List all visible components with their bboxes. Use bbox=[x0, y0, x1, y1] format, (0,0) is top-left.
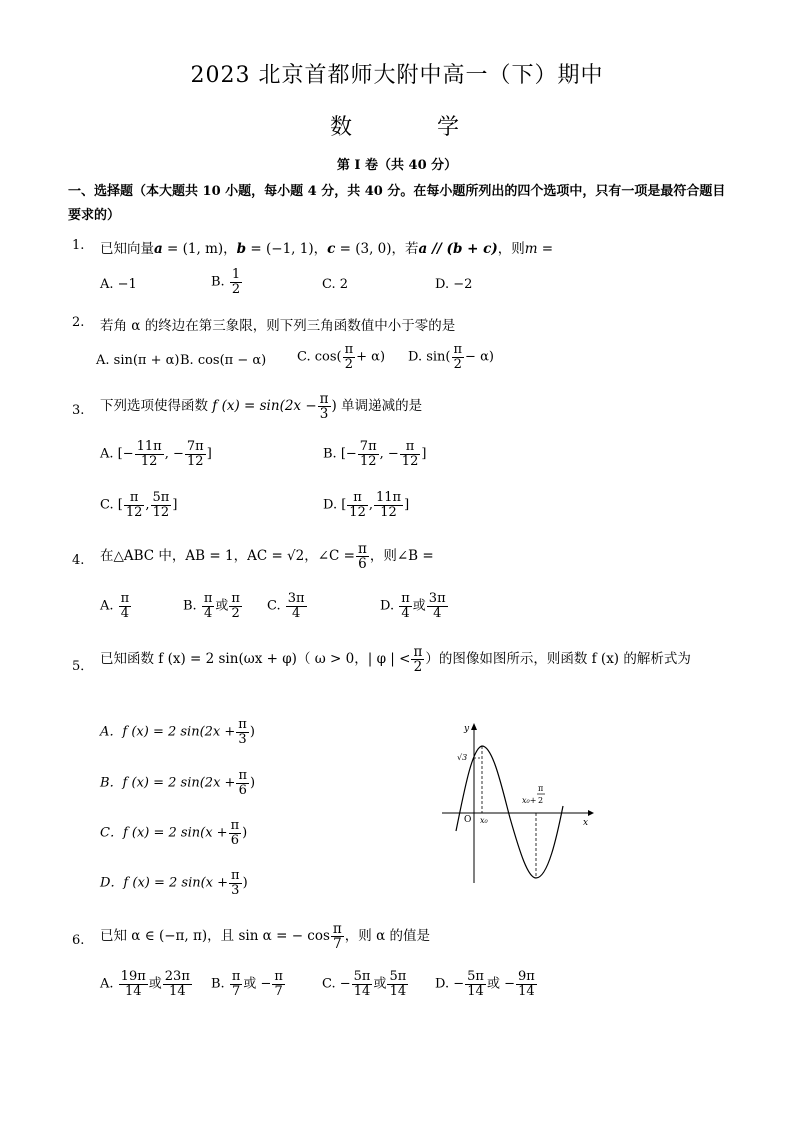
q4-number: 4. bbox=[72, 553, 85, 568]
q4-frac bbox=[356, 542, 369, 571]
q2-stem: 若角 α 的终边在第三象限，则下列三角函数值中小于零的是 bbox=[100, 318, 456, 334]
q4-num: π bbox=[357, 541, 367, 557]
q1-parallel: a // (b + c) bbox=[418, 241, 498, 257]
q6-num: π bbox=[332, 921, 342, 937]
q6-d-n1: 5π bbox=[467, 969, 484, 984]
q4-c-frac bbox=[286, 592, 307, 620]
sqrt3-label: √3 bbox=[457, 753, 468, 762]
q6-b-d2: 7 bbox=[274, 983, 283, 999]
q5-number: 5． bbox=[72, 659, 94, 674]
q5-b-den: 6 bbox=[238, 782, 247, 798]
q3-c-pre: C. [ bbox=[100, 497, 123, 513]
q1-pre: 已知向量 bbox=[100, 241, 154, 257]
q5-c-frac bbox=[229, 819, 242, 847]
q5-option-b bbox=[100, 769, 255, 797]
q6-b-frac1 bbox=[230, 970, 243, 998]
q1-option-c: C. 2 bbox=[322, 277, 349, 292]
q2-c-post: + α) bbox=[356, 349, 386, 365]
q3-a-d1: 12 bbox=[140, 453, 158, 469]
q2-d-num: π bbox=[453, 342, 463, 357]
q5-a-end: ) bbox=[249, 724, 255, 740]
q4-b-or: 或 bbox=[215, 598, 229, 614]
q3-d-d2: 12 bbox=[380, 504, 397, 520]
q6-d-label: D. − bbox=[435, 976, 465, 992]
q4-a-label: A. bbox=[100, 598, 114, 614]
q4-a-den: 4 bbox=[120, 605, 130, 621]
q3-a-n2: 7π bbox=[186, 439, 204, 454]
q5-a-num: π bbox=[238, 717, 247, 732]
q6-d-or: 或 − bbox=[486, 976, 515, 992]
q4-text1: 在△ABC 中，AB = 1，AC = √2，∠C = bbox=[100, 548, 355, 565]
q3-a-pre: A. [− bbox=[100, 446, 134, 462]
q5-c-end: ) bbox=[242, 825, 248, 841]
q1-vec-c-val: = (3, 0) bbox=[335, 241, 392, 257]
q5-b-num: π bbox=[238, 768, 247, 783]
q3-c-frac1 bbox=[124, 491, 145, 519]
q3-b-frac2 bbox=[400, 440, 421, 468]
q3-d-end: ] bbox=[404, 497, 410, 513]
q1-post: ，则 bbox=[497, 241, 525, 257]
q4-c-den: 4 bbox=[292, 605, 301, 621]
q5-a-pre: A．f (x) = 2 sin(2x + bbox=[100, 724, 236, 740]
y-axis-arrow bbox=[471, 723, 477, 730]
q5-d-pre: D．f (x) = 2 sin(x + bbox=[100, 875, 229, 891]
q3-a-frac2 bbox=[185, 440, 206, 468]
q4-c-label: C. bbox=[267, 598, 281, 614]
q5-b-end: ) bbox=[249, 775, 256, 791]
q6-pre: 已知 α ∈ (−π, π)，且 sin α = − cos bbox=[100, 928, 330, 945]
q6-c-n2: 5π bbox=[389, 969, 407, 984]
volume-heading: 第 I 卷（共 40 分） bbox=[336, 158, 458, 173]
q4-d-n2: 3π bbox=[428, 591, 446, 606]
q1-vec-a-val: = (1, m) bbox=[162, 241, 224, 257]
q3-d-n1: π bbox=[347, 491, 368, 506]
q2-d-post: − α) bbox=[465, 349, 494, 365]
q1-option-d: D. −2 bbox=[435, 277, 473, 292]
q5-option-a bbox=[100, 718, 255, 746]
sine-curve bbox=[456, 746, 563, 878]
q1-option-a: A. −1 bbox=[100, 277, 137, 292]
q6-a-or: 或 bbox=[148, 976, 162, 992]
q3-b-n1: 7π bbox=[359, 439, 377, 454]
q5-d-frac bbox=[229, 869, 242, 897]
q5-sine-graph bbox=[440, 718, 600, 886]
q3-d-frac2 bbox=[374, 491, 403, 519]
exam-title: 2023 北京首都师大附中高一（下）期中 bbox=[190, 63, 604, 88]
q4-a-frac bbox=[119, 592, 132, 620]
q3-d-mid: , bbox=[368, 497, 373, 513]
q5-a-frac bbox=[236, 718, 249, 746]
q1-m: m = bbox=[524, 241, 554, 257]
q4-b-n2: π bbox=[231, 591, 240, 606]
q5-option-d bbox=[100, 869, 248, 897]
q6-option-d bbox=[435, 970, 538, 998]
q6-b-frac2 bbox=[272, 970, 285, 998]
q2-d-den: 2 bbox=[453, 356, 462, 372]
q1-vec-b-val: = (−1, 1) bbox=[246, 241, 314, 257]
q5-pre: 已知函数 f (x) = 2 sin(ωx + φ)（ ω > 0，| φ | < bbox=[100, 651, 411, 668]
q3-a-d2: 12 bbox=[187, 453, 204, 469]
q3-stem bbox=[100, 392, 422, 421]
x-axis-arrow bbox=[588, 810, 594, 816]
q3-option-c bbox=[100, 491, 177, 519]
q6-b-n2: π bbox=[274, 969, 283, 984]
q6-c-frac1 bbox=[352, 970, 373, 998]
q5-den: 2 bbox=[413, 659, 423, 676]
q5-num: π bbox=[413, 644, 423, 660]
q5-b-frac bbox=[236, 769, 249, 797]
q6-b-n1: π bbox=[231, 969, 241, 984]
q3-option-b bbox=[323, 440, 426, 468]
q6-c-n1: 5π bbox=[353, 969, 371, 984]
q3-post: ) 单调递减的是 bbox=[331, 398, 423, 415]
q3-num: π bbox=[319, 391, 329, 407]
q6-a-n2: 23π bbox=[164, 969, 190, 984]
q1-option-b bbox=[211, 268, 243, 296]
x0-label: x₀ bbox=[480, 816, 488, 825]
q3-b-end: ] bbox=[421, 446, 427, 462]
q5-post: ）的图像如图所示，则函数 f (x) 的解析式为 bbox=[425, 651, 691, 668]
q3-b-d2: 12 bbox=[401, 453, 419, 469]
q1-b-frac bbox=[230, 268, 242, 296]
q2-number: 2. bbox=[72, 315, 85, 330]
q4-d-d1: 4 bbox=[401, 605, 410, 621]
q6-a-d1: 14 bbox=[124, 983, 142, 999]
q4-b-n1: π bbox=[203, 591, 213, 606]
q4-b-d2: 2 bbox=[231, 605, 240, 621]
q5-c-pre: C．f (x) = 2 sin(x + bbox=[100, 825, 228, 841]
q4-option-a bbox=[100, 592, 132, 620]
q3-fx: f (x) = sin(2x − bbox=[212, 398, 317, 415]
q6-c-or: 或 bbox=[373, 976, 387, 992]
q4-b-frac2 bbox=[229, 592, 242, 620]
q4-d-frac2 bbox=[427, 592, 448, 620]
q4-a-num: π bbox=[120, 591, 130, 606]
q3-c-d2: 12 bbox=[152, 504, 170, 520]
q1-b-label: B. bbox=[211, 274, 225, 290]
q1-sep1: ， bbox=[223, 241, 237, 257]
q2-option-c bbox=[297, 343, 385, 371]
q6-option-c bbox=[322, 970, 409, 998]
q6-stem bbox=[100, 922, 430, 951]
q1-number: 1. bbox=[72, 238, 85, 253]
q3-b-n2: π bbox=[400, 440, 421, 455]
q5-stem bbox=[100, 645, 691, 674]
q4-option-c bbox=[267, 592, 308, 620]
q3-a-end: ] bbox=[206, 446, 212, 462]
q6-d-n2: 9π bbox=[517, 969, 535, 984]
q3-c-frac2 bbox=[151, 491, 172, 519]
q2-d-pre: D. sin( bbox=[408, 349, 451, 365]
q5-a-den: 3 bbox=[238, 731, 247, 747]
q4-den: 6 bbox=[358, 556, 367, 573]
q6-post: ，则 α 的值是 bbox=[344, 928, 430, 945]
q1-b-den: 2 bbox=[231, 281, 241, 297]
q3-b-d1: 12 bbox=[359, 453, 377, 469]
q5-d-end: ) bbox=[242, 875, 248, 891]
q3-frac bbox=[318, 392, 331, 421]
q4-option-d bbox=[380, 592, 449, 620]
q1-b-num: 1 bbox=[231, 267, 241, 282]
q6-c-d1: 14 bbox=[353, 983, 371, 999]
q3-b-frac1 bbox=[358, 440, 379, 468]
q3-a-n1: 11π bbox=[136, 439, 162, 454]
q6-number: 6. bbox=[72, 933, 85, 948]
x1-label-pre: x₀+ bbox=[522, 796, 537, 805]
q3-option-a bbox=[100, 440, 212, 468]
q4-b-frac1 bbox=[202, 592, 215, 620]
q2-c-num: π bbox=[344, 342, 354, 357]
q6-option-a bbox=[100, 970, 193, 998]
q6-c-label: C. − bbox=[322, 976, 351, 992]
q6-d-frac2 bbox=[516, 970, 537, 998]
q3-number: 3. bbox=[72, 403, 85, 418]
q3-c-mid: , bbox=[145, 497, 150, 513]
q4-d-or: 或 bbox=[412, 598, 426, 614]
q2-c-pre: C. cos( bbox=[297, 349, 342, 365]
q3-c-n2: 5π bbox=[152, 490, 170, 505]
q3-c-d1: 12 bbox=[125, 504, 143, 520]
q5-option-c bbox=[100, 819, 247, 847]
q3-d-frac1 bbox=[347, 491, 368, 519]
q3-c-n1: π bbox=[124, 491, 145, 506]
q6-b-d1: 7 bbox=[231, 983, 241, 999]
q6-frac bbox=[331, 922, 344, 951]
q3-d-d1: 12 bbox=[349, 504, 366, 520]
q6-d-frac1 bbox=[465, 970, 486, 998]
q2-c-frac bbox=[343, 343, 356, 371]
q6-a-frac2 bbox=[163, 970, 192, 998]
q4-b-d1: 4 bbox=[203, 605, 213, 621]
q3-d-n2: 11π bbox=[375, 490, 402, 505]
x1-label-den: 2 bbox=[538, 796, 544, 805]
x-label: x bbox=[583, 818, 589, 828]
q5-c-den: 6 bbox=[230, 832, 239, 848]
q3-option-d bbox=[323, 491, 409, 519]
q1-sep3: ，若 bbox=[391, 241, 419, 257]
q3-d-pre: D. [ bbox=[323, 497, 347, 513]
q6-d-d2: 14 bbox=[518, 983, 535, 999]
q4-d-label: D. bbox=[380, 598, 395, 614]
q3-c-end: ] bbox=[172, 497, 178, 513]
subject-char-2: 学 bbox=[437, 115, 460, 140]
q6-c-frac2 bbox=[387, 970, 408, 998]
q3-den: 3 bbox=[319, 406, 329, 423]
q5-d-den: 3 bbox=[231, 882, 240, 898]
q6-den: 7 bbox=[333, 936, 342, 953]
q5-d-num: π bbox=[231, 868, 240, 883]
q2-c-den: 2 bbox=[344, 356, 354, 372]
q1-vec-a: a bbox=[154, 241, 163, 257]
q4-c-num: 3π bbox=[287, 591, 305, 606]
q3-b-mid: , − bbox=[379, 446, 399, 462]
q1-vec-c: c bbox=[327, 241, 336, 257]
q5-frac bbox=[411, 645, 424, 674]
q3-b-pre: B. [− bbox=[323, 446, 357, 462]
q5-c-num: π bbox=[230, 818, 240, 833]
q4-d-d2: 4 bbox=[433, 605, 442, 621]
q1-sep2: ， bbox=[313, 241, 328, 257]
q4-text2: ，则∠B = bbox=[369, 548, 434, 565]
q2-d-frac bbox=[452, 343, 465, 371]
q2-option-b: B. cos(π − α) bbox=[180, 353, 267, 368]
y-label: y bbox=[464, 724, 470, 734]
q6-a-frac1 bbox=[119, 970, 148, 998]
subject-char-1: 数 bbox=[330, 115, 353, 140]
q1-vec-b: b bbox=[236, 241, 247, 257]
q4-stem bbox=[100, 542, 434, 571]
section-heading: 一、选择题（本大题共 10 小题，每小题 4 分，共 40 分。在每小题所列出的四个选项中，只有一项是最符合题目要求的） bbox=[68, 184, 726, 223]
q2-option-d bbox=[408, 343, 494, 371]
q4-d-frac1 bbox=[399, 592, 412, 620]
q4-option-b bbox=[183, 592, 243, 620]
q4-d-n1: π bbox=[401, 591, 410, 606]
q3-pre: 下列选项使得函数 bbox=[100, 398, 208, 415]
q3-a-frac1 bbox=[135, 440, 164, 468]
q2-option-a: A. sin(π + α) bbox=[96, 353, 180, 368]
q3-a-mid: , − bbox=[164, 446, 184, 462]
q6-c-d2: 14 bbox=[389, 983, 407, 999]
q6-a-label: A. bbox=[100, 976, 114, 992]
q5-b-pre: B．f (x) = 2 sin(2x + bbox=[100, 775, 236, 791]
q6-d-d1: 14 bbox=[467, 983, 484, 999]
q4-b-label: B. bbox=[183, 598, 197, 614]
q6-option-b bbox=[211, 970, 286, 998]
q6-b-or: 或 − bbox=[243, 976, 272, 992]
q6-a-d2: 14 bbox=[169, 983, 186, 999]
q6-b-label: B. bbox=[211, 976, 225, 992]
x1-label-num: π bbox=[538, 784, 544, 793]
q1-stem bbox=[100, 237, 553, 257]
q6-a-n1: 19π bbox=[120, 969, 146, 984]
origin-label: O bbox=[464, 815, 472, 825]
